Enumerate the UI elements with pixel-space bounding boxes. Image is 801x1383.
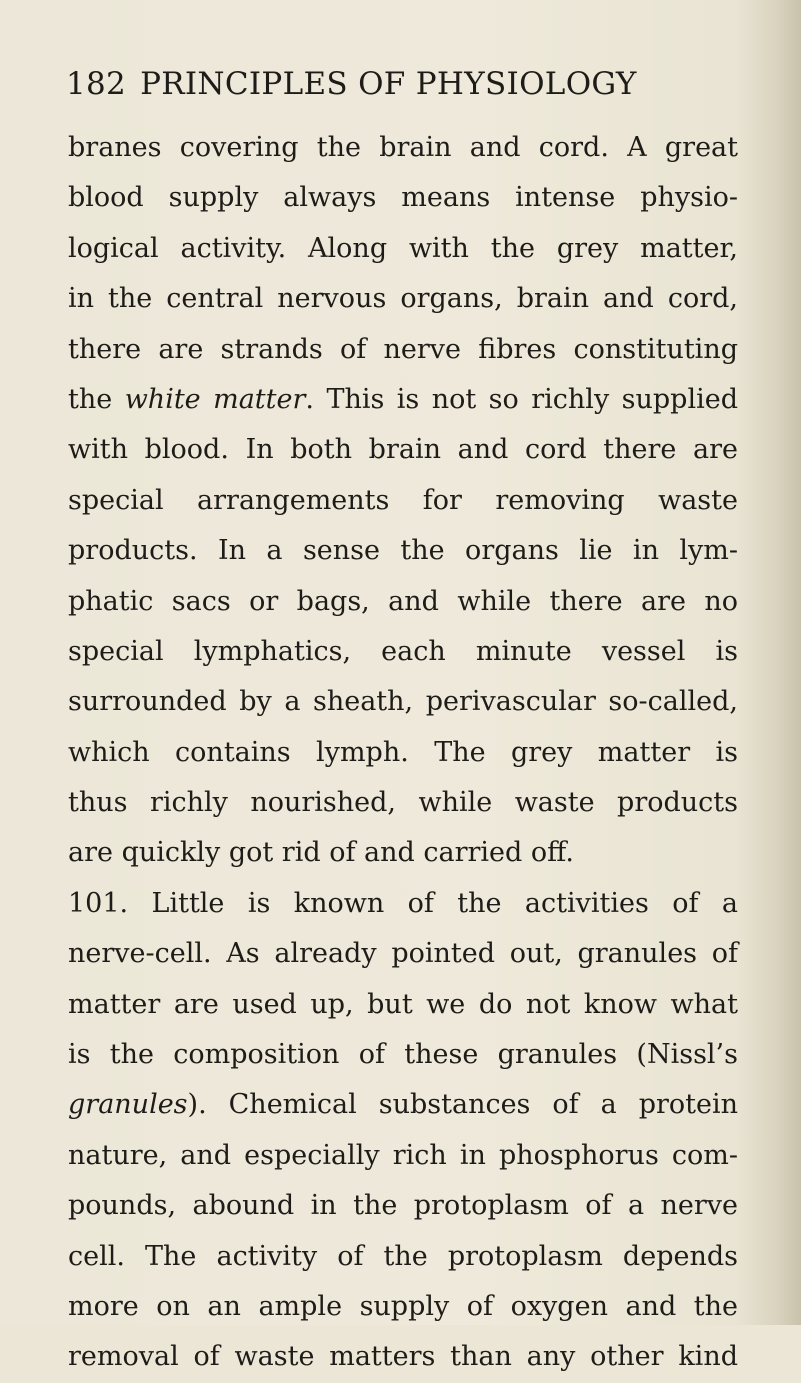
text-line: thus richly nourished, while waste products xyxy=(68,787,738,819)
text-line: nature, and especially rich in phosphorus com- xyxy=(68,1139,738,1171)
text-line: products. In a sense the organs lie in lym- xyxy=(68,535,738,567)
text-line: is the composition of these granules (Nissl’s xyxy=(68,1039,738,1071)
text-line: removal of waste matters than any other kind xyxy=(68,1341,738,1373)
text-line: phatic sacs or bags, and while there are no xyxy=(68,585,738,617)
text-line: in the central nervous organs, brain and cord, xyxy=(68,283,738,315)
text-line: with blood. In both brain and cord there are xyxy=(68,434,738,466)
text-line: special arrangements for removing waste xyxy=(68,484,738,516)
text-line: pounds, abound in the protoplasm of a nerve xyxy=(68,1190,738,1222)
text-segment: the xyxy=(68,383,125,415)
text-line xyxy=(68,375,738,425)
text-line: branes covering the brain and cord. A great xyxy=(68,132,738,163)
text-segment: . This is not so richly supplied xyxy=(305,383,738,415)
text-line: special lymphatics, each minute vessel is xyxy=(68,635,738,667)
text-line: surrounded by a sheath, perivascular so-called, xyxy=(68,686,738,718)
page-number: 182 xyxy=(66,66,127,102)
body-text xyxy=(68,123,738,1383)
text-line: logical activity. Along with the grey matter, xyxy=(68,232,738,264)
running-title: PRINCIPLES OF PHYSIOLOGY xyxy=(140,66,637,102)
text-line: matter are used up, but we do not know what xyxy=(68,988,738,1020)
text-line: nerve-cell. As already pointed out, granules of xyxy=(68,938,738,970)
text-segment: ). Chemical substances of a protein xyxy=(187,1089,738,1121)
italic-term: granules xyxy=(68,1089,188,1121)
text-line: more on an ample supply of oxygen and the xyxy=(68,1290,738,1322)
paragraph-start-line: 101. Little is known of the activities of a xyxy=(68,887,738,919)
text-line: which contains lymph. The grey matter is xyxy=(68,736,738,768)
text-line: cell. The activity of the protoplasm depends xyxy=(68,1240,738,1272)
text-line: blood supply always means intense physio- xyxy=(68,182,738,214)
text-line: there are strands of nerve fibres constituting xyxy=(68,333,738,365)
italic-term: white matter xyxy=(124,383,306,415)
text-line: are quickly got rid of and carried off. xyxy=(68,837,574,869)
running-header xyxy=(66,66,637,102)
text-line xyxy=(68,1080,738,1130)
